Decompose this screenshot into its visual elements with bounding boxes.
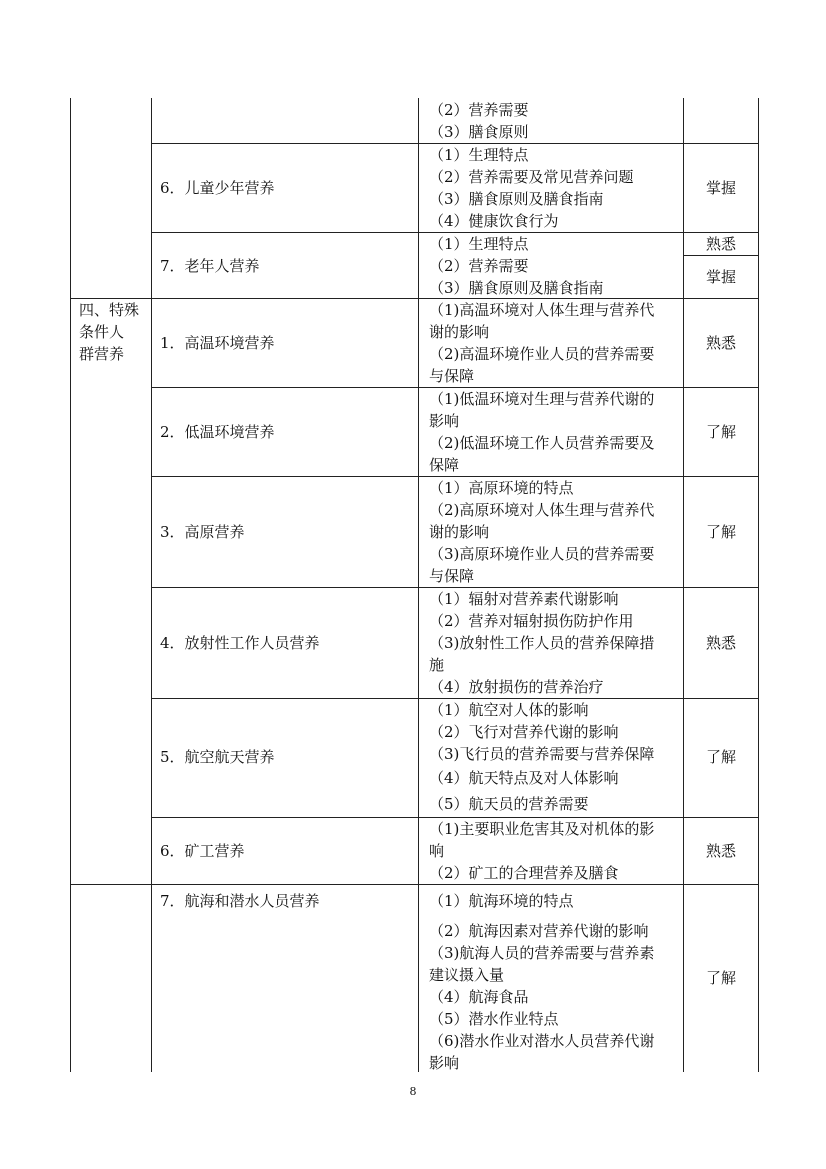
content-line: 谢的影响 (429, 523, 490, 541)
content-line: （2）飞行对营养代谢的影响 (429, 723, 619, 741)
requirement-level: 熟悉 (705, 634, 736, 652)
section-title: 群营养 (79, 345, 125, 363)
row-line (683, 255, 759, 256)
content-line: （3)放射性工作人员的营养保障措 (429, 634, 655, 652)
content-line: （1)低温环境对生理与营养代谢的 (429, 390, 655, 408)
content-line: 与保障 (429, 367, 475, 385)
content-line: （2）矿工的合理营养及膳食 (429, 864, 619, 882)
content-line: 影响 (429, 1054, 460, 1072)
page-number: 8 (409, 1085, 417, 1098)
requirement-level: 了解 (705, 423, 736, 441)
content-line: （3)航海人员的营养需要与营养素 (429, 944, 655, 962)
content-line: （4）航海食品 (429, 988, 529, 1006)
content-line: （1）辐射对营养素代谢影响 (429, 590, 619, 608)
topic-label: 4．放射性工作人员营养 (160, 634, 320, 652)
content-line: （4）航天特点及对人体影响 (429, 769, 619, 787)
requirement-level: 了解 (705, 748, 736, 766)
content-line: （2)高原环境对人体生理与营养代 (429, 501, 655, 519)
content-line: （4）健康饮食行为 (429, 212, 559, 230)
content-line: 建议摄入量 (429, 966, 505, 984)
topic-label: 7．老年人营养 (160, 257, 260, 275)
col-line-outer-right (758, 98, 759, 1072)
topic-label: 2．低温环境营养 (160, 423, 275, 441)
requirement-level: 熟悉 (705, 235, 736, 253)
topic-label: 1．高温环境营养 (160, 334, 275, 352)
requirement-level: 了解 (705, 523, 736, 541)
content-line: （1）生理特点 (429, 235, 529, 253)
content-line: 施 (429, 656, 445, 674)
requirement-level: 掌握 (705, 179, 736, 197)
content-line: （2）营养需要及常见营养问题 (429, 168, 634, 186)
content-line: （5）潜水作业特点 (429, 1010, 559, 1028)
content-line: （1)主要职业危害其及对机体的影 (429, 820, 655, 838)
requirement-level: 掌握 (705, 268, 736, 286)
content-line: （2）营养需要 (429, 257, 529, 275)
requirement-level: 了解 (705, 969, 736, 987)
content-line: 与保障 (429, 567, 475, 585)
section-title: 条件人 (79, 323, 125, 341)
content-line: （1）高原环境的特点 (429, 479, 574, 497)
content-line: 谢的影响 (429, 323, 490, 341)
content-line: （3）膳食原则及膳食指南 (429, 279, 604, 297)
content-line: 保障 (429, 456, 460, 474)
content-line: （5）航天员的营养需要 (429, 795, 589, 813)
section-title: 四、特殊 (79, 301, 140, 319)
content-line: （2）航海因素对营养代谢的影响 (429, 922, 649, 940)
content-line: （3)飞行员的营养需要与营养保障 (429, 745, 655, 763)
content-line: （6)潜水作业对潜水人员营养代谢 (429, 1032, 655, 1050)
content-line: （1）航海环境的特点 (429, 892, 574, 910)
requirement-level: 熟悉 (705, 842, 736, 860)
content-line: 响 (429, 842, 445, 860)
content-line: （2）营养需要 (429, 101, 529, 119)
content-line: （1）航空对人体的影响 (429, 701, 589, 719)
topic-label: 5．航空航天营养 (160, 748, 275, 766)
content-line: （1)高温环境对人体生理与营养代 (429, 301, 655, 319)
content-line: （3）膳食原则及膳食指南 (429, 190, 604, 208)
row-line (70, 884, 759, 885)
topic-label: 3．高原营养 (160, 523, 245, 541)
topic-label: 7．航海和潜水人员营养 (160, 892, 320, 910)
content-line: （3)高原环境作业人员的营养需要 (429, 545, 655, 563)
row-line (70, 298, 759, 299)
topic-label: 6．矿工营养 (160, 842, 245, 860)
content-line: 影响 (429, 412, 460, 430)
content-line: （3）膳食原则 (429, 123, 529, 141)
topic-label: 6．儿童少年营养 (160, 179, 275, 197)
content-line: （2）营养对辐射损伤防护作用 (429, 612, 634, 630)
content-line: （2)低温环境工作人员营养需要及 (429, 434, 655, 452)
content-line: （2)高温环境作业人员的营养需要 (429, 345, 655, 363)
requirement-level: 熟悉 (705, 334, 736, 352)
col-line-topic (418, 98, 419, 1072)
col-line-section (151, 98, 152, 1072)
content-line: （1）生理特点 (429, 146, 529, 164)
col-line-outer-left (70, 98, 71, 1072)
content-line: （4）放射损伤的营养治疗 (429, 678, 604, 696)
